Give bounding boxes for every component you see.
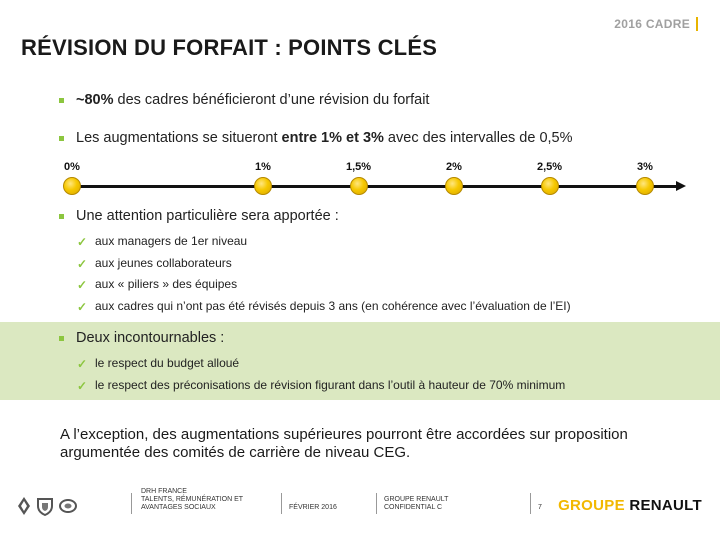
check-icon: ✓ <box>77 378 88 393</box>
footer-department: DRH FRANCE TALENTS, RÉMUNÉRATION ET AVANTAGES SOCIAUX <box>141 488 244 511</box>
list-item: ✓ le respect du budget alloué <box>77 356 240 371</box>
bullet-bold-text: ~80% <box>76 92 114 108</box>
timeline-marker <box>350 177 368 195</box>
footer-confidentiality: GROUPE RENAULT CONFIDENTIAL C <box>384 496 449 511</box>
bullet-text: Une attention particulière sera apportée : <box>76 208 339 224</box>
footer-divider <box>376 493 377 514</box>
timeline-label: 2% <box>446 161 462 173</box>
timeline-axis <box>72 185 678 188</box>
slide-tag: 2016 CADRE <box>614 17 698 31</box>
check-icon: ✓ <box>77 357 88 371</box>
bullet-marker <box>59 136 64 141</box>
timeline-marker <box>254 177 272 195</box>
bullet-text: des cadres bénéficieront d’une révision du forfait <box>113 92 430 108</box>
bullet-text: Les augmentations se situeront <box>76 130 282 146</box>
footer-divider <box>131 493 132 514</box>
timeline-label: 2,5% <box>536 161 563 173</box>
timeline-label: 1% <box>255 161 271 173</box>
list-item: ✓ aux « piliers » des équipes <box>77 277 238 292</box>
closing-paragraph: A l’exception, des augmentations supérieures pourront être accordées sur proposition argumentée des comités de carrière de niveau CEG. <box>60 426 628 461</box>
footer-divider <box>281 493 282 514</box>
check-icon: ✓ <box>77 299 88 314</box>
bullet-80-percent <box>62 92 429 108</box>
rsm-emblem-icon <box>58 496 78 516</box>
footer <box>0 488 720 528</box>
check-icon: ✓ <box>77 235 88 249</box>
bullet-text: Deux incontournables : <box>76 330 225 346</box>
timeline-label: 0% <box>64 161 80 173</box>
slide-title: RÉVISION DU FORFAIT : POINTS CLÉS <box>21 35 438 60</box>
timeline-marker <box>636 177 654 195</box>
percentage-timeline <box>0 158 720 198</box>
bullet-incontournables <box>62 330 224 346</box>
footer-divider <box>530 493 531 514</box>
list-item: ✓ le respect des préconisations de révision figurant dans l’outil à hauteur de 70% minimum <box>77 377 566 393</box>
list-item: ✓ aux jeunes collaborateurs <box>77 255 232 271</box>
bullet-marker <box>59 98 64 103</box>
list-item: ✓ aux cadres qui n’ont pas été révisés depuis 3 ans (en cohérence avec l’évaluation de l’EI) <box>77 298 571 314</box>
bullet-marker <box>59 214 64 219</box>
timeline-label: 3% <box>637 161 653 173</box>
timeline-marker <box>63 177 81 195</box>
bullet-bold-text: entre 1% et 3% <box>281 130 384 146</box>
check-icon: ✓ <box>77 256 88 271</box>
list-item: ✓ aux managers de 1er niveau <box>77 234 248 249</box>
incontournables-list <box>77 355 565 398</box>
bullet-marker <box>59 336 64 341</box>
check-icon: ✓ <box>77 278 88 292</box>
bullet-attention <box>62 208 339 224</box>
dacia-shield-icon <box>36 496 54 516</box>
bullet-text: avec des intervalles de 0,5% <box>383 130 573 146</box>
renault-diamond-icon <box>16 496 32 516</box>
attention-list <box>77 233 571 319</box>
bullet-range <box>62 130 573 146</box>
timeline-arrow-icon <box>676 181 686 191</box>
page-number: 7 <box>538 504 542 511</box>
groupe-renault-logo: GROUPE RENAULT <box>558 497 702 514</box>
footer-date: FÉVRIER 2016 <box>289 504 337 511</box>
timeline-label: 1,5% <box>345 161 372 173</box>
timeline-marker <box>445 177 463 195</box>
timeline-marker <box>541 177 559 195</box>
